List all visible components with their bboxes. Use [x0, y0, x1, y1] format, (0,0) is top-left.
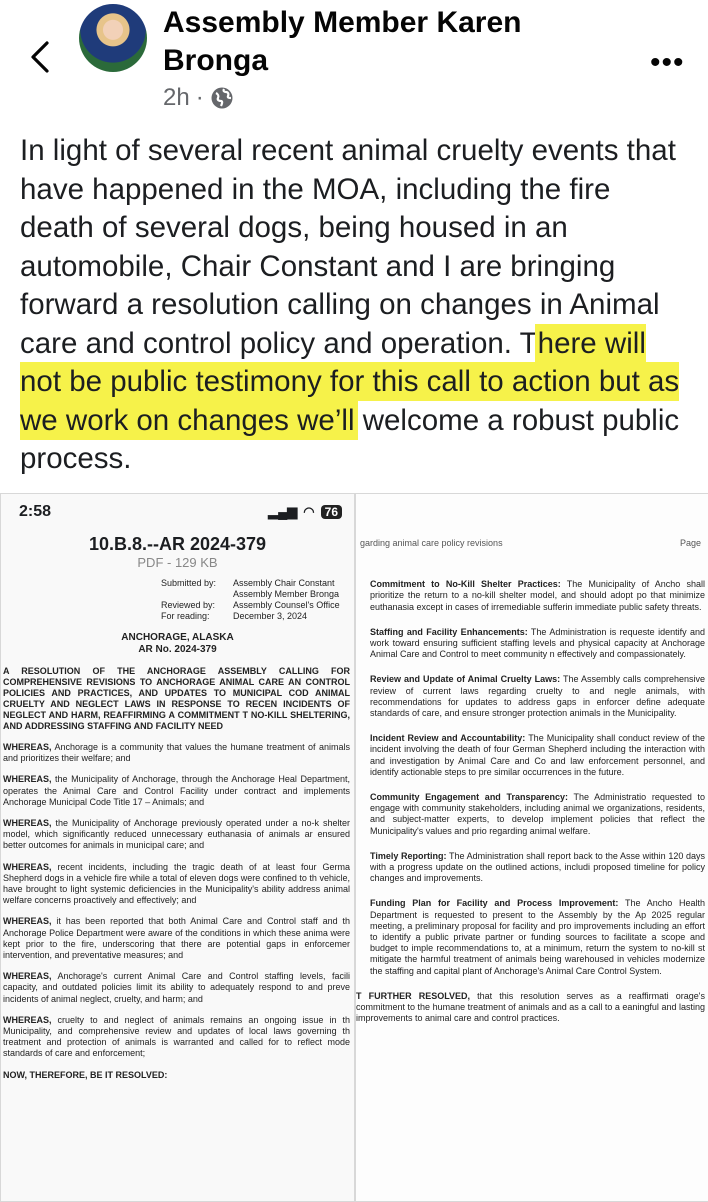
for-reading: December 3, 2024	[233, 611, 308, 621]
whereas-clause: WHEREAS, cruelty to and neglect of animals remains an ongoing issue in th Municipality, and comprehensive review and updates of local laws governing th treatment and protection of animals is warranted and called for to reflect mode standards of care and enforcement;	[3, 1014, 350, 1059]
reviewed-by: Assembly Counsel's Office	[233, 600, 340, 610]
submitted-by-1: Assembly Chair Constant	[233, 578, 335, 588]
pdf-page	[1, 578, 354, 1081]
pdf-page	[356, 494, 708, 1025]
place-heading: ANCHORAGE, ALASKA	[121, 632, 234, 643]
back-arrow-icon[interactable]	[28, 40, 54, 74]
resolved-item: Commitment to No-Kill Shelter Practices: The Municipality of Ancho shall prioritize the return to a no-kill shelter model, and should adopt po that minimize euthanasia except in cases of irremediable sufferin immediate public safety threats.	[370, 579, 705, 612]
avatar[interactable]	[79, 4, 147, 72]
post-text-end: welcome a robust public process.	[20, 403, 680, 475]
phone-status-bar	[1, 494, 354, 530]
further-resolved: T FURTHER RESOLVED, that this resolution serves as a reaffirmati orage's commitment to the humane treatment of animals and as a call to a eaningful and lasting improvements to animal care and control practices.	[356, 990, 705, 1024]
signal-icon: ▂▄▆	[268, 504, 298, 519]
page-header-number: Page	[679, 538, 701, 548]
post-header	[0, 0, 708, 120]
submission-block	[161, 578, 354, 622]
meta-separator: ·	[195, 84, 204, 111]
submitted-by-label: Submitted by:	[161, 578, 217, 588]
submitted-by-2: Assembly Member Bronga	[233, 589, 340, 599]
reviewed-by-label: Reviewed by:	[161, 600, 216, 610]
post-text-highlighted: here will not be public testimony for this call to action but as we work on changes we’ll	[20, 326, 680, 437]
now-therefore: NOW, THEREFORE, BE IT RESOLVED:	[3, 1069, 168, 1080]
document-heading	[1, 632, 354, 656]
resolved-item: Funding Plan for Facility and Process Improvement: The Ancho Health Department is requested to present to the Assembly by the Ap 2025 regular meeting, a preliminary proposal for facility and pro improvements including an effort to identify a public private partner or funding sources to facilitate a scope and budget to imple recommendations to, at a minimum, return the system to no-kill st mitigate the harmful treatment of animals being warehoused in vehicles modernize the staffing and capital plant of Anchorage's Animal Care Control System.	[370, 898, 705, 976]
resolved-item: Timely Reporting: The Administration shall report back to the Asse within 120 days with a progress update on the outlined actions, includi proposed timeline for policy changes and improvements.	[370, 850, 705, 884]
whereas-clause: WHEREAS, recent incidents, including the tragic death of at least four Germa Shepherd dogs in a vehicle fire while a total of eleven dogs were confined to th vehicle, have brought to light systemic deficiencies in the Municipality's ability address animal welfare concerns proactively and effectively; and	[3, 861, 350, 906]
status-icons	[268, 504, 342, 520]
post-text-main: In light of several recent animal cruelty events that have happened in the MOA, including the fire death of several dogs, being housed in an automobile, Chair Constant and I are bringing forward a resolution calling on changes in Animal care and control policy and operation. T	[20, 134, 676, 360]
attached-image-resolution-page-1[interactable]	[0, 493, 355, 1202]
resolved-item: Incident Review and Accountability: The Municipality shall conduct review of the incident involving the death of four German Shepherd including the interaction with and investigation by Animal Care and Co and law enforcement personnel, and identify actionable steps to pre similar occurrences in the future.	[370, 733, 705, 777]
resolved-item: Community Engagement and Transparency: The Administratio requested to engage with community stakeholders, including animal we organizations, residents, and subject-matter experts, to develop implement policies that reflect the Municipality's values and prio regarding animal welfare.	[370, 792, 706, 836]
whereas-clause: WHEREAS, Anchorage is a community that values the humane treatment of animals and prioritizes their welfare; and	[3, 742, 350, 764]
post-text	[20, 132, 692, 479]
post-meta	[163, 84, 234, 112]
document-subtitle: PDF - 129 KB	[137, 555, 218, 570]
for-reading-label: For reading:	[161, 611, 210, 621]
whereas-clause: WHEREAS, the Municipality of Anchorage previously operated under a no-k shelter model, which significantly reduced unnecessary euthanasia of animals ar ensured better outcomes for animals in municipal care; and	[3, 818, 350, 851]
battery-badge: 76	[321, 505, 342, 519]
whereas-clause: WHEREAS, it has been reported that both Animal Care and Control staff and th Anchorage Police Department were aware of the conditions in which these anima were kept prior to the fire, underscoring that there are potential gaps in enforcemer intervention, and preventative measures; and	[3, 916, 350, 961]
post-time[interactable]: 2h	[163, 84, 190, 111]
whereas-clause: WHEREAS, Anchorage's current Animal Care and Control staffing levels, facili capacity, and outdated policies limit its ability to adequately respond to and preve incidents of animal neglect, cruelty, and harm; and	[3, 971, 350, 1004]
status-time: 2:58	[19, 503, 52, 520]
document-title: 10.B.8.--AR 2024-379	[88, 534, 267, 554]
wifi-icon: ◠	[303, 504, 315, 519]
ar-number: AR No. 2024-379	[138, 644, 217, 655]
resolved-item: Staffing and Facility Enhancements: The Administration is requeste identify and work toward ensuring sufficient staffing levels and physical capacity at Anchorage Animal Care and Control to meet community n effectively and compassionately.	[370, 626, 705, 660]
author-name[interactable]: Assembly Member Karen Bronga	[163, 6, 522, 77]
resolved-item: Review and Update of Animal Cruelty Laws: The Assembly calls comprehensive review of current laws regarding cruelty to and negle animals, with recommendations for updates to address gaps in enforcer define adequate standards of care, and ensure stronger protection animals in the Municipality.	[370, 674, 705, 719]
resolution-title: A RESOLUTION OF THE ANCHORAGE ASSEMBLY CALLING FOR COMPREHENSIVE REVISIONS TO ANCHORAGE ANIMAL CARE AN CONTROL POLICIES AND PRACTICES, AND UPDATES TO MUNICIPAL COD ANIMAL CRUELTY AND NEGLECT LAWS IN RESPONSE TO RECEN INCIDENTS OF NEGLECT AND HARM, REAFFIRMING A COMMITMENT T NO-KILL SHELTERING, AND ADDRESSING STAFFING AND FACILITY NEED	[3, 666, 350, 731]
more-options-icon[interactable]: •••	[650, 46, 685, 79]
attached-image-resolution-page-2[interactable]	[355, 493, 708, 1202]
page-header	[356, 494, 708, 579]
whereas-clause: WHEREAS, the Municipality of Anchorage, through the Anchorage Heal Department, operates the Animal Care and Control Facility under contract and implements Anchorage Municipal Code Title 17 – Animals; and	[3, 774, 350, 807]
page-header-title: garding animal care policy revisions	[360, 538, 503, 548]
globe-icon	[210, 86, 234, 110]
